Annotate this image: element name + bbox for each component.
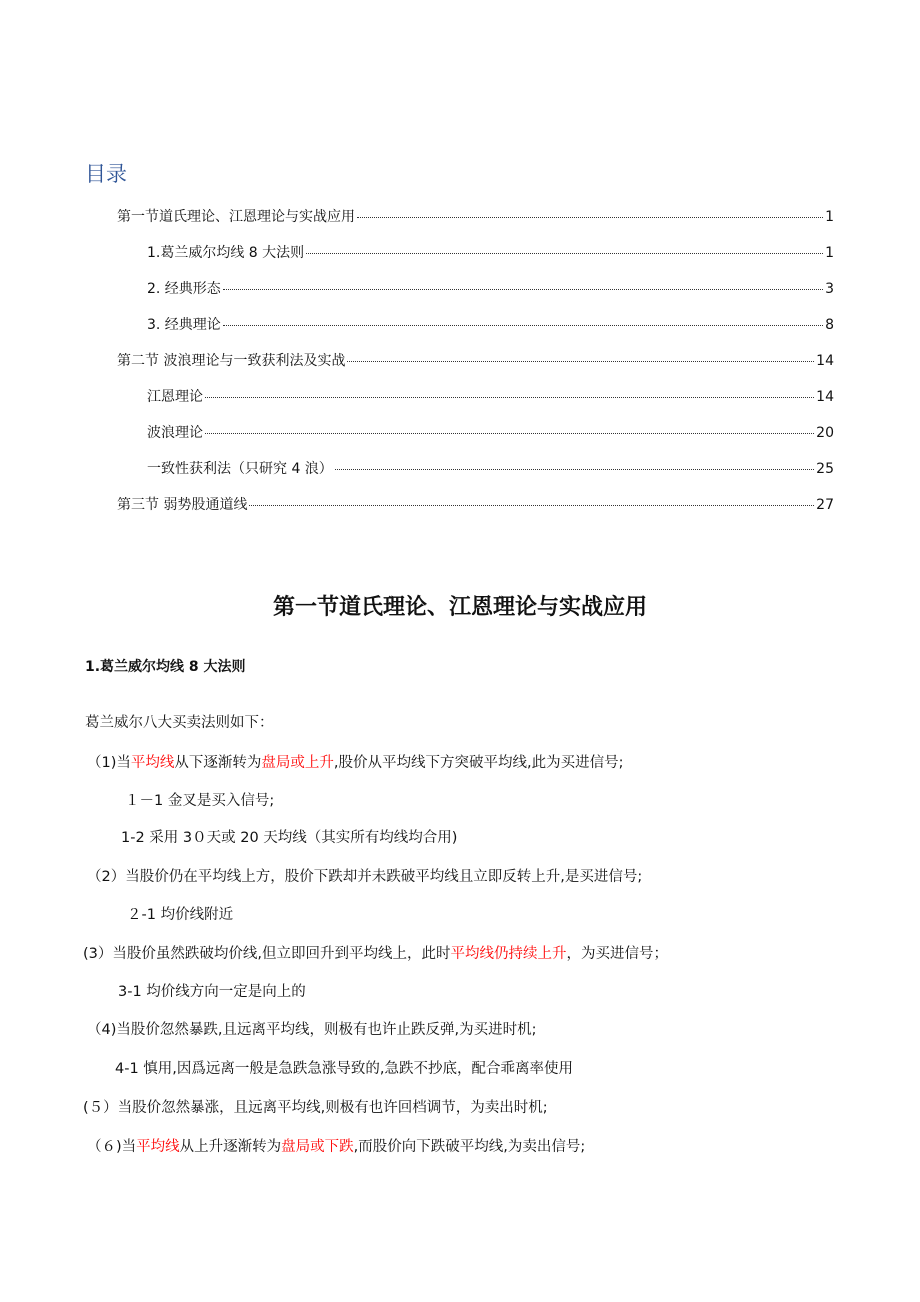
- toc-title: 目录: [85, 162, 127, 186]
- toc-page-number: 8: [825, 317, 834, 333]
- section-title: 第一节道氏理论、江恩理论与实战应用: [272, 595, 647, 620]
- subsection-title: 1.葛兰威尔均线 8 大法则: [85, 659, 246, 675]
- toc-entry-label: 第一节道氏理论、江恩理论与实战应用: [117, 209, 355, 225]
- toc-leader-dots: [205, 433, 814, 434]
- toc-entry[interactable]: [147, 314, 834, 334]
- body-line: [87, 1018, 536, 1039]
- body-line: [127, 903, 233, 924]
- toc-page-number: 27: [816, 497, 834, 513]
- body-line: [87, 865, 642, 886]
- toc-entry-label: 1.葛兰威尔均线 8 大法则: [147, 245, 305, 261]
- toc-page-number: 14: [816, 389, 834, 405]
- toc-page-number: 20: [816, 425, 834, 441]
- body-line: [121, 826, 457, 847]
- toc-entry[interactable]: [147, 422, 834, 442]
- toc-page-number: 1: [825, 209, 834, 225]
- toc-entry-label: 2. 经典形态: [147, 281, 221, 297]
- toc-page-number: 1: [825, 245, 834, 261]
- body-line: [83, 942, 668, 963]
- body-line: [115, 1057, 573, 1078]
- toc-entry-label: 一致性获利法（只研究 4 浪）: [147, 461, 333, 477]
- highlighted-text: 盘局或上升: [261, 755, 334, 771]
- body-line: [83, 1096, 548, 1117]
- toc-entry-label: 第二节 波浪理论与一致获利法及实战: [117, 353, 346, 369]
- toc-entry-label: 3. 经典理论: [147, 317, 221, 333]
- toc-leader-dots: [249, 505, 814, 506]
- text-segment: (５）当股价忽然暴涨，且远离平均线,则极有也许回档调节，为卖出时机;: [83, 1100, 548, 1116]
- toc-entry-label: 江恩理论: [147, 389, 203, 405]
- toc-entry-label: 波浪理论: [147, 425, 203, 441]
- text-segment: 从下逐渐转为: [174, 755, 262, 771]
- body-line: [118, 980, 306, 1001]
- toc-entry-label: 第三节 弱势股通道线: [117, 497, 248, 513]
- text-segment: ,而股价向下跌破平均线,为卖出信号;: [353, 1139, 586, 1155]
- toc-entry[interactable]: [147, 458, 834, 478]
- highlighted-text: 盘局或下跌: [281, 1139, 354, 1155]
- text-segment: 4-1 慎用,因爲远离一般是急跌急涨导致的,急跌不抄底，配合乖离率使用: [115, 1061, 574, 1077]
- highlighted-text: 平均线仍持续上升: [450, 946, 567, 962]
- toc-page-number: 3: [825, 281, 834, 297]
- body-line: [85, 711, 274, 732]
- text-segment: （2）当股价仍在平均线上方，股价下跌却并未跌破平均线且立即反转上升,是买进信号;: [87, 869, 643, 885]
- toc-entry[interactable]: [147, 386, 834, 406]
- highlighted-text: 平均线: [136, 1139, 180, 1155]
- text-segment: １－1 金叉是买入信号;: [125, 793, 275, 809]
- toc-entry[interactable]: [147, 278, 834, 298]
- body-line: [87, 751, 624, 772]
- text-segment: （６)当: [87, 1139, 137, 1155]
- toc-leader-dots: [357, 217, 823, 218]
- toc-leader-dots: [335, 469, 814, 470]
- toc-leader-dots: [223, 325, 823, 326]
- text-segment: ,股价从平均线下方突破平均线,此为买进信号;: [333, 755, 624, 771]
- body-line: [87, 1135, 585, 1156]
- highlighted-text: 平均线: [130, 755, 175, 771]
- toc-entry[interactable]: [117, 350, 834, 370]
- toc-entry[interactable]: [117, 206, 834, 226]
- text-segment: ，为买进信号；: [566, 946, 668, 962]
- text-segment: （4)当股价忽然暴跌,且远离平均线，则极有也许止跌反弹,为买进时机;: [87, 1022, 537, 1038]
- text-segment: (3）当股价虽然跌破均价线,但立即回升到平均线上，此时: [83, 946, 451, 962]
- toc-leader-dots: [306, 253, 823, 254]
- toc-entry[interactable]: [117, 494, 834, 514]
- toc-page-number: 25: [816, 461, 834, 477]
- toc-leader-dots: [347, 361, 814, 362]
- body-line: [125, 789, 274, 810]
- text-segment: 1-2 采用 3０天或 20 天均线（其实所有均线均合用): [121, 830, 458, 846]
- text-segment: 葛兰威尔八大买卖法则如下：: [85, 715, 274, 731]
- text-segment: （1)当: [87, 755, 131, 771]
- text-segment: 从上升逐渐转为: [179, 1139, 282, 1155]
- toc-leader-dots: [223, 289, 823, 290]
- toc-entry[interactable]: [147, 242, 834, 262]
- toc-leader-dots: [205, 397, 814, 398]
- text-segment: 3-1 均价线方向一定是向上的: [118, 984, 306, 1000]
- text-segment: ２-1 均价线附近: [127, 907, 234, 923]
- toc-page-number: 14: [816, 353, 834, 369]
